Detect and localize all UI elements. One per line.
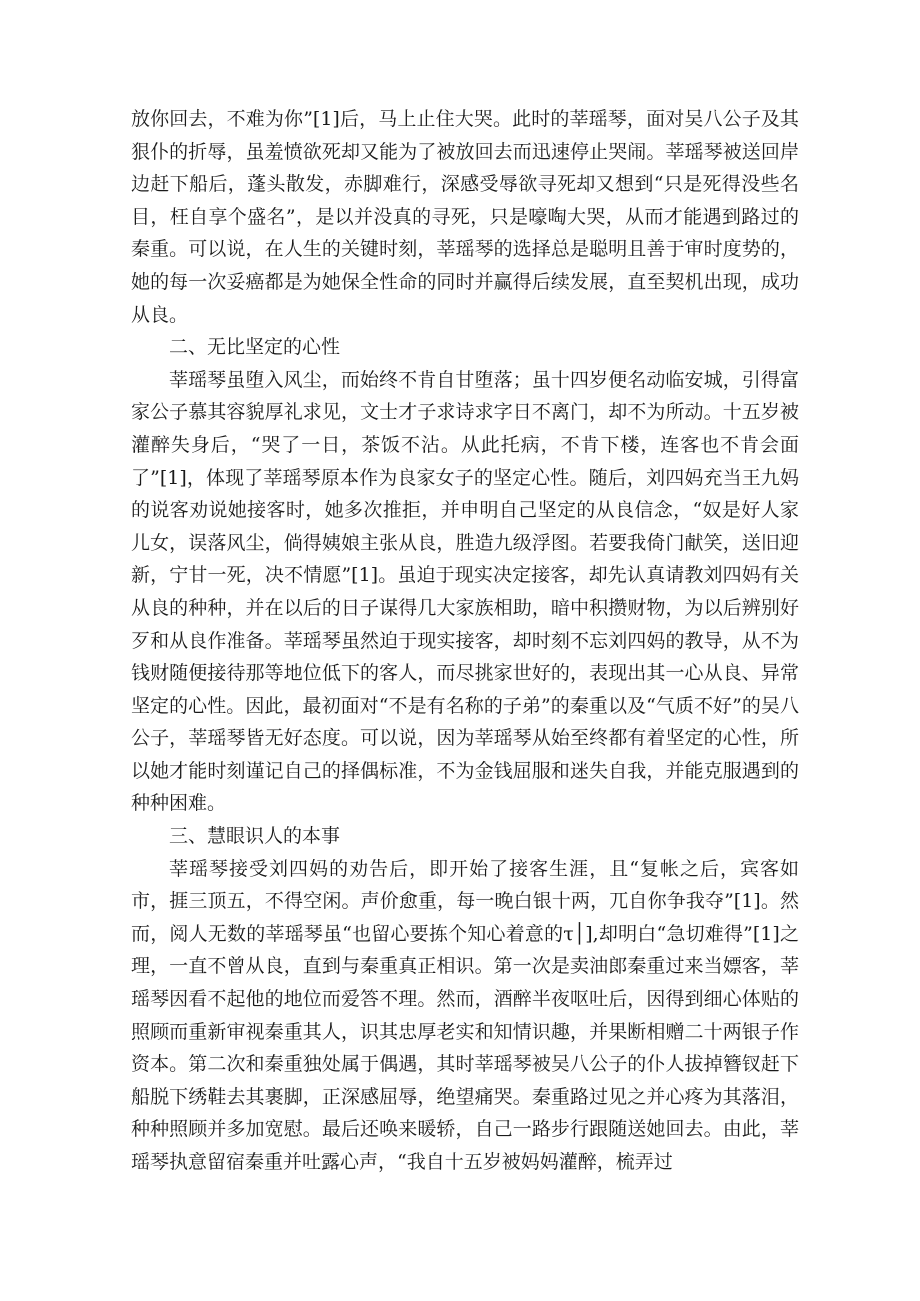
paragraph-section-3: 莘瑶琴接受刘四妈的劝告后，即开始了接客生涯，且“复帐之后，宾客如市，捱三顶五，不得空闲。声价愈重，每一晚白银十两，兀自你争我夺”[1]。然而，阅人无数的莘瑶琴虽“也留心要拣个知心着意的τ│],却明白“急切难得”[1]之理，一直不曾从良，直到与秦重真正相识。第一次是卖油郎秦重过来当嫖客，莘瑶琴因看不起他的地位而爱答不理。然而，酒醉半夜呕吐后，因得到细心体贴的照顾而重新审视秦重其人，识其忠厚老实和知情识趣，并果断相赠二十两银子作资本。第二次和秦重独处属于偶遇，其时莘瑶琴被吴八公子的仆人拔掉簪钗赶下船脱下绣鞋去其裹脚，正深感屈辱，绝望痛哭。秦重路过见之并心疼为其落泪，种种照顾并多加宽慰。最后还唤来暖轿，自己一路步行跟随送她回去。由此，莘瑶琴执意留宿秦重并吐露心声，“我自十五岁被妈妈灌醉，梳弄过 (131, 857, 799, 1173)
document-body (131, 103, 799, 1179)
section-heading-3: 三、慧眼识人的本事 (169, 825, 341, 848)
section-heading-2: 二、无比坚定的心性 (169, 336, 341, 359)
paragraph-section-2: 莘瑶琴虽堕入风尘，而始终不肯自甘堕落；虽十四岁便名动临安城，引得富家公子慕其容貌厚礼求见，文士才子求诗求字日不离门，却不为所动。十五岁被灌醉失身后，“哭了一日，茶饭不沾。从此托病，不肯下楼，连客也不肯会面了”[1]，体现了莘瑶琴原本作为良家女子的坚定心性。随后，刘四妈充当王九妈的说客劝说她接客时，她多次推拒，并申明自己坚定的从良信念，“奴是好人家儿女，误落风尘，倘得姨娘主张从良，胜造九级浮图。若要我倚门献笑，送旧迎新，宁甘一死，决不情愿”[1]。虽迫于现实决定接客，却先认真请教刘四妈有关从良的种种，并在以后的日子谋得几大家族相助，暗中积攒财物，为以后辨别好歹和从良作准备。莘瑶琴虽然迫于现实接客，却时刻不忘刘四妈的教导，从不为钱财随便接待那等地位低下的客人，而尽挑家世好的，表现出其一心从良、异常坚定的心性。因此，最初面对“不是有名称的子弟”的秦重以及“气质不好”的吴八公子，莘瑶琴皆无好态度。可以说，因为莘瑶琴从始至终都有着坚定的心性，所以她才能时刻谨记自己的择偶标准，不为金钱屈服和迷失自我，并能克服遇到的种种困难。 (131, 368, 799, 815)
paragraph-continuation: 放你回去，不难为你”[1]后，马上止住大哭。此时的莘瑶琴，面对吴八公子及其狠仆的折辱，虽羞愤欲死却又能为了被放回去而迅速停止哭闹。莘瑶琴被送回岸边赶下船后，蓬头散发，赤脚难行，深感受辱欲寻死却又想到“只是死得没些名目，枉自享个盛名”，是以并没真的寻死，只是嚎啕大哭，从而才能遇到路过的秦重。可以说，在人生的关键时刻，莘瑶琴的选择总是聪明且善于审时度势的，她的每一次妥癌都是为她保全性命的同时并赢得后续发展，直至契机出现，成功从良。 (131, 108, 799, 326)
